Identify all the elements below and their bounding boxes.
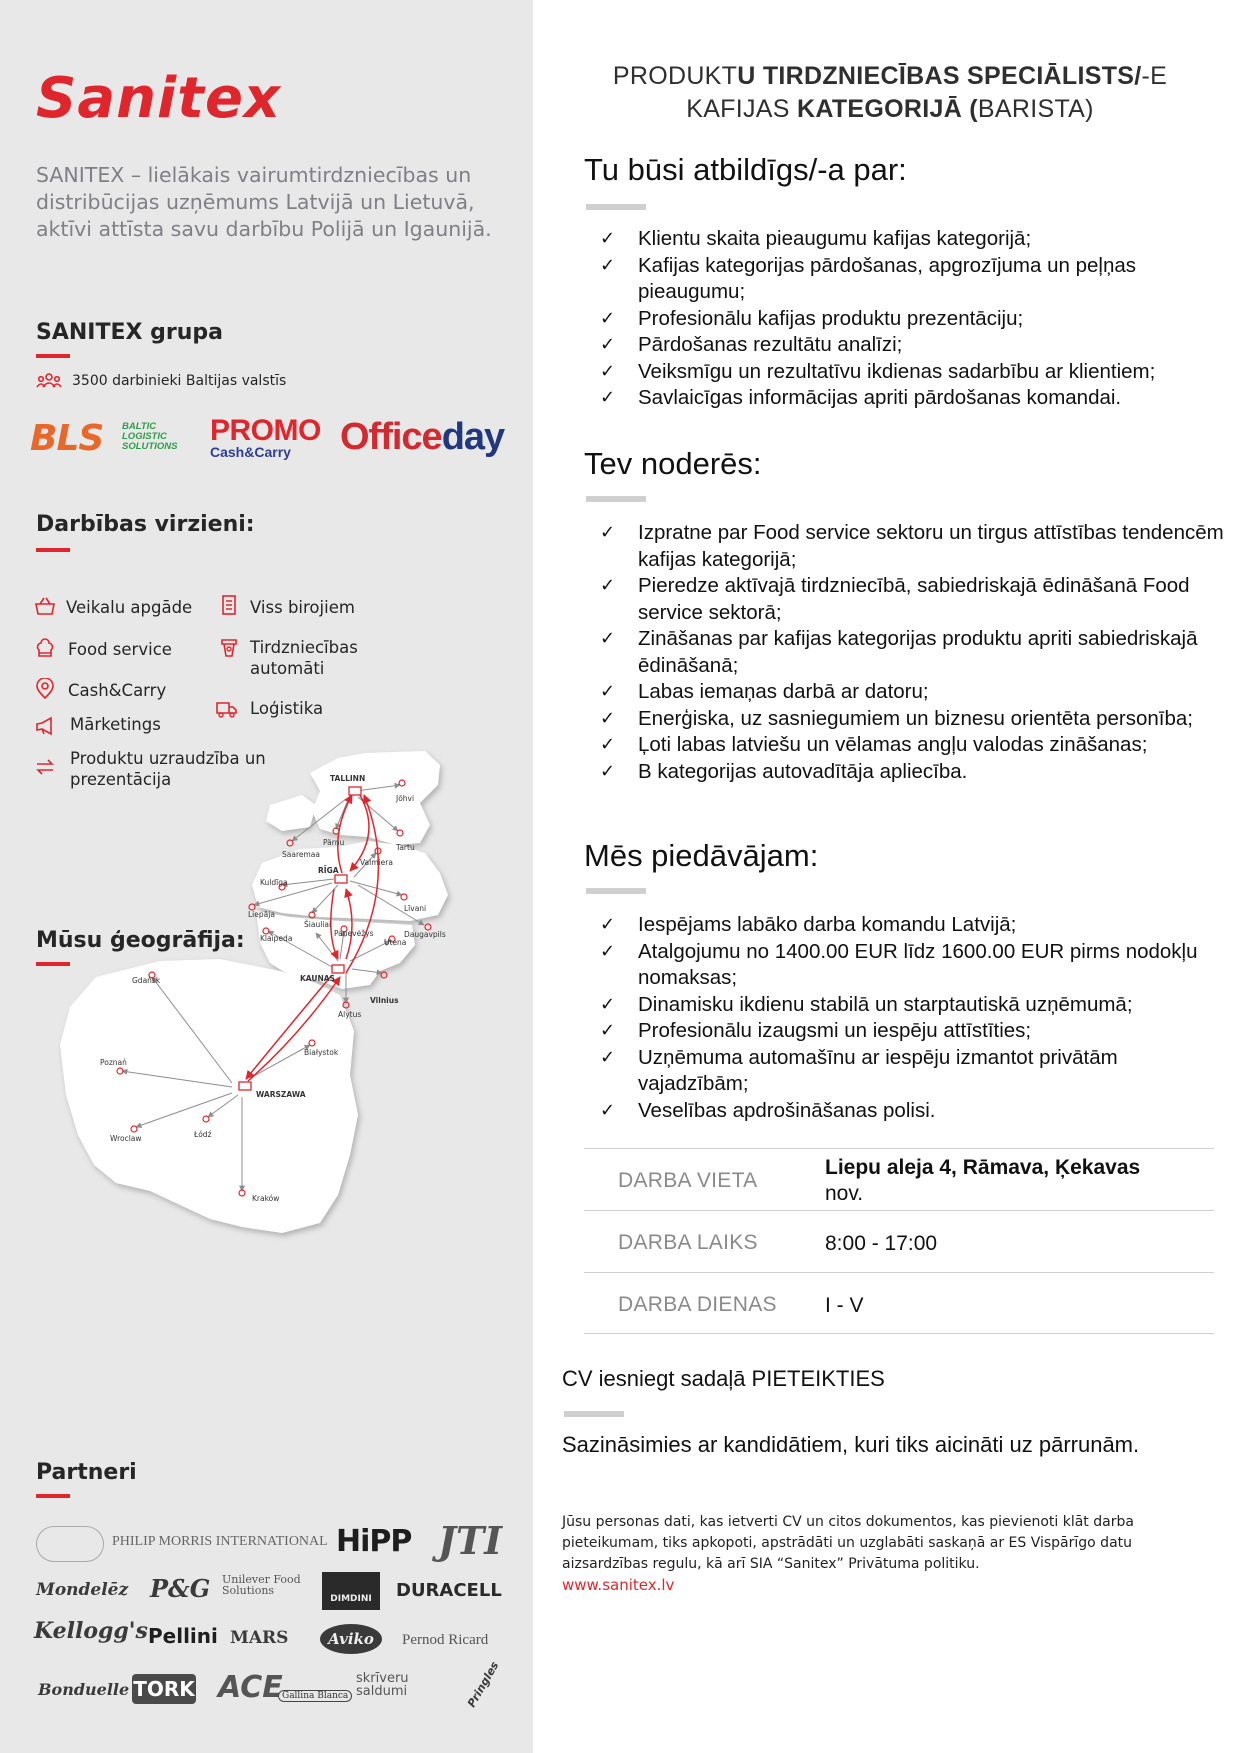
work-days-row — [584, 1272, 1214, 1334]
directions-heading: Darbības virzieni: — [36, 512, 255, 537]
offer-item: ✓ Iespējams labāko darba komandu Latvijā; — [600, 912, 1230, 939]
responsibility-item: ✓ Veiksmīgu un rezultatīvu ikdienas sadarbību ar klientiem; — [600, 359, 1230, 386]
directions-heading-bar — [36, 548, 70, 552]
map-label: Łódź — [194, 1130, 212, 1139]
map-label: Vilnius — [370, 996, 399, 1005]
map-label: Daugavpils — [404, 930, 446, 939]
partner-logo: MARS — [230, 1628, 289, 1648]
partner-logo: skrīveru saldumi — [356, 1671, 409, 1699]
geography-heading: Mūsu ģeogrāfija: — [36, 928, 245, 953]
vending-cup-icon — [218, 636, 240, 658]
work-place-value — [825, 1155, 1140, 1207]
partner-logo: PHILIP MORRIS INTERNATIONAL — [112, 1534, 328, 1549]
requirement-item: ✓ Izpratne par Food service sektoru un tirgus attīstības tendencēm kafijas kategorijā; — [600, 520, 1230, 573]
pmi-crest — [36, 1526, 104, 1562]
direction-item: Cash&Carry — [68, 681, 167, 700]
work-days-label: DARBA DIENAS — [618, 1293, 777, 1316]
direction-item: Veikalu apgāde — [66, 598, 193, 617]
partner-logo: Aviko — [320, 1624, 382, 1654]
employees-line — [36, 372, 286, 390]
offer-item: ✓ Veselības apdrošināšanas polisi. — [600, 1098, 1230, 1125]
left-panel — [0, 0, 533, 1753]
map-label: WARSZAWA — [256, 1090, 306, 1099]
job-title — [560, 60, 1220, 126]
website-link[interactable]: www.sanitex.lv — [562, 1576, 675, 1594]
map-label: Jõhvi — [396, 794, 415, 803]
partner-logo: DURACELL — [396, 1580, 502, 1601]
job-title-line1 — [560, 60, 1220, 93]
megaphone-icon — [34, 714, 56, 736]
work-place-address-2: nov. — [825, 1182, 864, 1205]
map-label: Gdańsk — [132, 976, 161, 985]
direction-item: Produktu uzraudzība un prezentācija — [70, 749, 266, 789]
group-heading: SANITEX grupa — [36, 320, 223, 345]
responsibility-item: ✓ Profesionālu kafijas produktu prezentāciju; — [600, 306, 1230, 333]
bls-logo: BLS — [30, 418, 104, 459]
work-days-value: I - V — [825, 1294, 864, 1317]
requirement-item: ✓ Labas iemaņas darbā ar datoru; — [600, 679, 1230, 706]
work-hours-value: 8:00 - 17:00 — [825, 1232, 938, 1255]
map-label: Pärnu — [323, 838, 345, 847]
job-title-line2 — [560, 93, 1220, 126]
partner-logo: Pernod Ricard — [402, 1632, 489, 1648]
map-label: Panevėžys — [334, 929, 374, 938]
cv-bar — [564, 1411, 624, 1417]
map-label: Alytus — [338, 1010, 362, 1019]
job-title-part: -E — [1141, 62, 1168, 90]
partner-logo: Mondelēz — [36, 1580, 129, 1600]
contact-note: Sazināsimies ar kandidātiem, kuri tiks aicināti uz pārrunām. — [562, 1432, 1140, 1457]
chef-hat-icon — [34, 638, 56, 660]
requirement-item: ✓ Enerģiska, uz sasniegumiem un biznesu orientēta personība; — [600, 706, 1230, 733]
partner-logo: Bonduelle — [38, 1680, 130, 1699]
geography-map — [20, 745, 520, 1395]
map-label: Poznań — [100, 1058, 127, 1067]
partner-logo: TORK — [132, 1674, 196, 1704]
map-label: TALLINN — [330, 774, 366, 783]
map-label: Utena — [384, 938, 407, 947]
responsibility-item: ✓ Kafijas kategorijas pārdošanas, apgrozījuma un peļņas pieaugumu; — [600, 253, 1230, 306]
promo-logo-sub: Cash&Carry — [210, 444, 291, 460]
officeday-logo — [340, 416, 504, 459]
map-label: Wroclaw — [110, 1134, 142, 1143]
employees-text: 3500 darbinieki Baltijas valstīs — [72, 373, 287, 389]
responsibilities-heading: Tu būsi atbildīgs/-a par: — [584, 152, 907, 187]
direction-item: Mārketings — [70, 715, 161, 734]
bls-logo-sub: BALTIC LOGISTIC SOLUTIONS — [122, 421, 178, 452]
cv-instruction: CV iesniegt sadaļā PIETEIKTIES — [562, 1366, 885, 1391]
map-label: Valmiera — [360, 858, 393, 867]
partner-logo: P&G — [150, 1574, 211, 1603]
partner-logo: DIMDINI — [322, 1572, 380, 1610]
map-label: Liepāja — [248, 910, 275, 919]
partner-logo: Pringles — [464, 1659, 502, 1710]
partners-heading-bar — [36, 1494, 70, 1498]
job-title-part: U TIRDZNIECĪBAS SPECIĀLISTS/ — [737, 62, 1142, 90]
map-label: Šiauliai — [304, 920, 332, 929]
job-title-part: KAFIJAS — [686, 95, 797, 123]
officeday-b: day — [441, 416, 505, 458]
group-heading-bar — [36, 354, 70, 358]
partner-logo: Gallina Blanca — [278, 1690, 352, 1702]
map-label: Saaremaa — [282, 850, 320, 859]
company-intro: SANITEX – lielākais vairumtirdzniecības un distribūcijas uzņēmums Latvijā un Lietuvā, aktīvi attīsta savu darbību Polijā un Igaunijā. — [36, 163, 492, 241]
partner-logo: Pellini — [148, 1624, 218, 1648]
requirements-heading: Tev noderēs: — [584, 446, 762, 481]
partner-logo: HiPP — [336, 1524, 412, 1559]
offer-list — [600, 912, 1230, 1124]
work-place-row — [584, 1148, 1214, 1210]
map-label: Līvani — [404, 904, 427, 913]
location-pin-icon — [34, 678, 56, 700]
people-icon — [36, 372, 62, 390]
direction-item: Tirdzniecības automāti — [250, 638, 358, 678]
responsibility-item: ✓ Pārdošanas rezultātu analīzi; — [600, 332, 1230, 359]
direction-item: Food service — [68, 640, 172, 659]
partner-logo: Unilever Food Solutions — [222, 1573, 301, 1597]
offer-heading: Mēs piedāvājam: — [584, 838, 819, 873]
requirement-item: ✓ Zināšanas par kafijas kategorijas produktu apriti sabiedriskajā ēdināšanā; — [600, 626, 1230, 679]
partner-logo: Kellogg's — [34, 1618, 148, 1644]
offer-item: ✓ Uzņēmuma automašīnu ar iespēju izmantot privātām vajadzībām; — [600, 1045, 1230, 1098]
officeday-a: Office — [340, 416, 442, 458]
map-label: Białystok — [304, 1048, 339, 1057]
offer-item: ✓ Dinamisku ikdienu stabilā un starptautiskā uzņēmumā; — [600, 992, 1230, 1019]
responsibility-item: ✓ Klientu skaita pieaugumu kafijas kategorijā; — [600, 226, 1230, 253]
responsibilities-list — [600, 226, 1230, 412]
map-label: Klaipeda — [260, 934, 293, 943]
work-hours-row — [584, 1210, 1214, 1272]
offer-item: ✓ Profesionālu izaugsmi un iespēju attīstīties; — [600, 1018, 1230, 1045]
direction-item: Loģistika — [250, 699, 324, 718]
map-label: KAUNAS — [300, 974, 335, 983]
map-label: Kuldīga — [260, 878, 288, 887]
responsibility-item: ✓ Savlaicīgas informācijas apriti pārdošanas komandai. — [600, 385, 1230, 412]
sanitex-logo: Sanitex — [36, 66, 282, 131]
offer-item: ✓ Atalgojumu no 1400.00 EUR līdz 1600.00 EUR pirms nodokļu nomaksas; — [600, 939, 1230, 992]
map-label: Tartu — [396, 843, 415, 852]
map-label: Kraków — [252, 1194, 280, 1203]
partner-logo: JTI — [438, 1518, 503, 1563]
work-place-address: Liepu aleja 4, Rāmava, Ķekavas — [825, 1156, 1141, 1179]
privacy-notice: Jūsu personas dati, kas ietverti CV un citos dokumentos, kas pievienoti klāt darba pieteikumam, tiks apkopoti, apstrādāti un uzglabāti saskaņā ar ES Vispārīgo datu aizsardzības regulu, kā arī SIA “Sanitex” Privātuma politiku. — [562, 1514, 1134, 1572]
requirements-list — [600, 520, 1230, 785]
job-title-part: KATEGORIJĀ ( — [797, 95, 978, 123]
map-countries — [60, 751, 448, 1233]
requirement-item: ✓ B kategorijas autovadītāja apliecība. — [600, 759, 1230, 786]
truck-icon — [216, 698, 238, 720]
map-label: RĪGA — [318, 866, 339, 875]
partner-logo: ACE — [218, 1670, 283, 1705]
promo-logo: PROMO — [210, 414, 321, 447]
responsibilities-bar — [586, 204, 646, 210]
direction-item: Viss birojiem — [250, 598, 355, 617]
work-place-label: DARBA VIETA — [618, 1169, 758, 1192]
document-icon — [218, 594, 240, 616]
work-hours-label: DARBA LAIKS — [618, 1231, 758, 1254]
requirement-item: ✓ Ļoti labas latviešu un vēlamas angļu valodas zināšanas; — [600, 732, 1230, 759]
offer-bar — [586, 888, 646, 894]
requirement-item: ✓ Pieredze aktīvajā tirdzniecībā, sabiedriskajā ēdināšanā Food service sektorā; — [600, 573, 1230, 626]
requirements-bar — [586, 496, 646, 502]
job-title-part: PRODUKT — [612, 62, 738, 90]
partners-heading: Partneri — [36, 1460, 137, 1485]
job-title-part: BARISTA) — [977, 95, 1094, 123]
basket-icon — [34, 596, 56, 618]
